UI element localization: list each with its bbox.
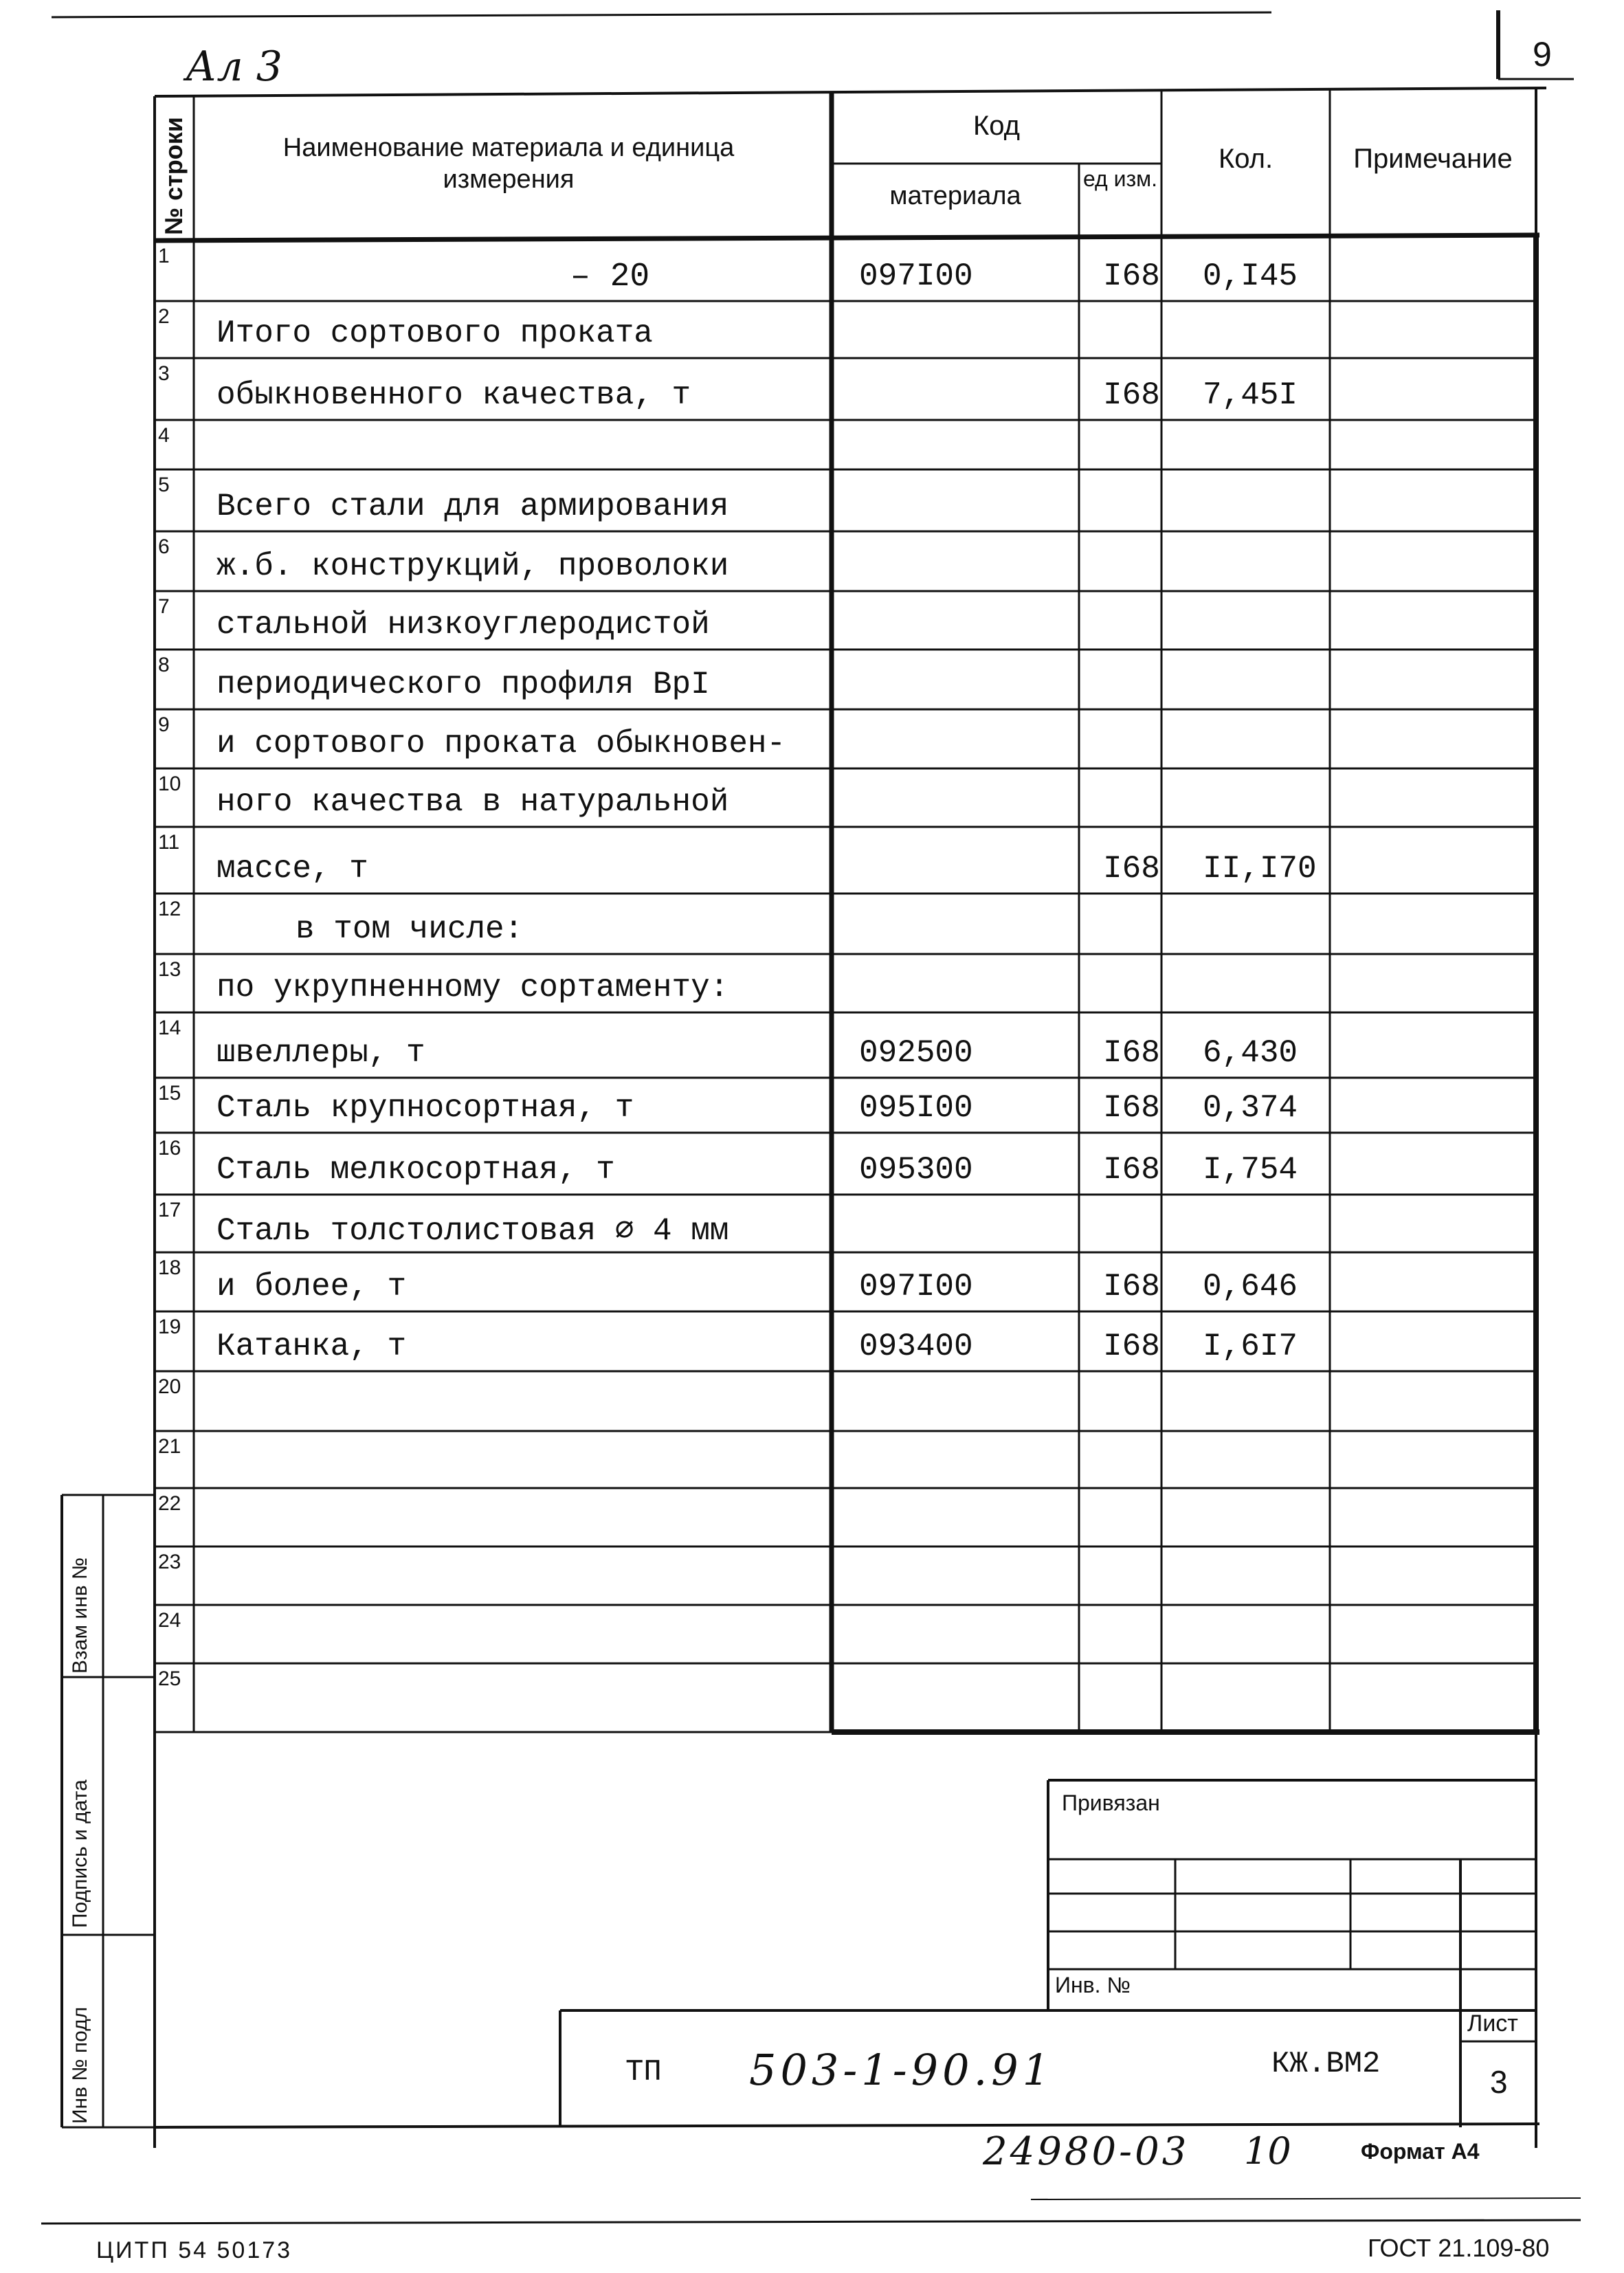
header-note: Примечание (1353, 144, 1513, 174)
row-material-name: ного качества в натуральной (216, 784, 729, 820)
row-material-name: Катанка, т (216, 1329, 407, 1364)
row-unit-code: I68 (1103, 258, 1160, 294)
row-number: 23 (158, 1551, 181, 1573)
page-number: 9 (1533, 35, 1552, 74)
row-number: 24 (158, 1609, 181, 1632)
row-material-name: в том числе: (296, 911, 524, 947)
row-number: 20 (158, 1375, 181, 1398)
row-material-name: периодического профиля ВрI (216, 667, 710, 702)
header-code: Код (972, 111, 1020, 141)
header-qty: Кол. (1218, 144, 1273, 174)
row-material-name: и сортового проката обыкновен- (216, 726, 786, 762)
row-quantity: 0,374 (1203, 1090, 1298, 1126)
row-quantity: II,I70 (1203, 851, 1317, 887)
row-material-code: 093400 (859, 1329, 973, 1364)
row-material-name: массе, т (216, 851, 368, 887)
row-number: 7 (158, 595, 170, 618)
row-quantity: I,754 (1203, 1152, 1298, 1188)
row-number: 8 (158, 654, 170, 676)
row-material-name: и более, т (216, 1269, 407, 1305)
row-material-name: обыкновенного качества, т (216, 377, 691, 413)
row-number: 17 (158, 1199, 181, 1221)
row-unit-code: I68 (1103, 851, 1160, 887)
row-number: 3 (158, 362, 170, 385)
footer-format: Формат А4 (1361, 2139, 1480, 2164)
row-unit-code: I68 (1103, 1090, 1160, 1126)
row-number: 21 (158, 1435, 181, 1458)
row-quantity: I,6I7 (1203, 1329, 1298, 1364)
side-label-vzam-inv: Взам инв № (69, 1557, 91, 1674)
row-material-name: Всего стали для армирования (216, 489, 729, 524)
footer-num: 10 (1244, 2129, 1291, 2173)
row-number: 4 (158, 424, 170, 447)
row-number: 6 (158, 535, 170, 558)
row-number: 12 (158, 898, 181, 920)
footer-doc-number: 24980-03 (983, 2129, 1190, 2174)
row-material-code: 092500 (859, 1035, 973, 1071)
row-material-code: 097I00 (859, 258, 973, 294)
header-row-number: № строки (159, 117, 188, 235)
row-material-name: Итого сортового проката (216, 315, 653, 351)
row-number: 25 (158, 1667, 181, 1690)
side-label-inv-podl: Инв № подл (69, 2006, 91, 2124)
side-label-podpis-data: Подпись и дата (69, 1779, 91, 1928)
row-number: 16 (158, 1137, 181, 1160)
row-unit-code: I68 (1103, 377, 1160, 413)
row-unit-code: I68 (1103, 1269, 1160, 1305)
row-quantity: 7,45I (1203, 377, 1298, 413)
row-material-name: швеллеры, т (216, 1035, 425, 1071)
row-unit-code: I68 (1103, 1329, 1160, 1364)
sheet-mark: Ал 3 (186, 43, 282, 91)
row-material-name: Сталь мелкосортная, т (216, 1152, 615, 1188)
row-unit-code: I68 (1103, 1152, 1160, 1188)
row-material-name: ж.б. конструкций, проволоки (216, 548, 729, 584)
row-material-name: Сталь крупносортная, т (216, 1090, 634, 1126)
title-block-inv-no: Инв. № (1055, 1973, 1131, 1997)
row-material-code: 095I00 (859, 1090, 973, 1126)
title-block-list-label: Лист (1467, 2010, 1518, 2037)
row-number: 11 (158, 831, 180, 854)
header-code-material: материала (889, 181, 1021, 210)
row-number: 1 (158, 245, 170, 267)
header-code-unit: ед изм. (1082, 166, 1158, 191)
row-unit-code: I68 (1103, 1035, 1160, 1071)
row-number: 22 (158, 1492, 181, 1515)
row-material-code: 097I00 (859, 1269, 973, 1305)
row-material-name: – 20 (570, 258, 650, 296)
row-material-code: 095300 (859, 1152, 973, 1188)
row-quantity: 0,646 (1203, 1269, 1298, 1305)
title-block-privyazan: Привязан (1062, 1790, 1160, 1815)
row-quantity: 6,430 (1203, 1035, 1298, 1071)
row-number: 2 (158, 305, 170, 328)
row-number: 5 (158, 474, 170, 496)
row-number: 15 (158, 1082, 181, 1105)
row-material-name: стальной низкоуглеродистой (216, 607, 710, 643)
row-material-name: по укрупненному сортаменту: (216, 970, 729, 1006)
row-number: 19 (158, 1316, 181, 1338)
row-quantity: 0,I45 (1203, 258, 1298, 294)
title-block-tp: ТП (625, 2055, 662, 2089)
row-material-name: Сталь толстолистовая ⌀ 4 мм (216, 1213, 729, 1249)
footer-cadastre: ЦИТП 54 50173 (96, 2237, 293, 2263)
row-number: 13 (158, 958, 181, 981)
row-number: 9 (158, 713, 170, 736)
row-number: 10 (158, 773, 181, 795)
title-block-list-number: 3 (1490, 2064, 1508, 2100)
title-block-sheet-code: КЖ.ВМ2 (1271, 2047, 1381, 2081)
row-number: 14 (158, 1017, 181, 1039)
row-number: 18 (158, 1256, 181, 1279)
footer-gost: ГОСТ 21.109-80 (1368, 2234, 1550, 2262)
header-name: Наименование материала и единица измерения (282, 133, 735, 194)
title-block-project: 503-1-90.91 (749, 2045, 1054, 2095)
